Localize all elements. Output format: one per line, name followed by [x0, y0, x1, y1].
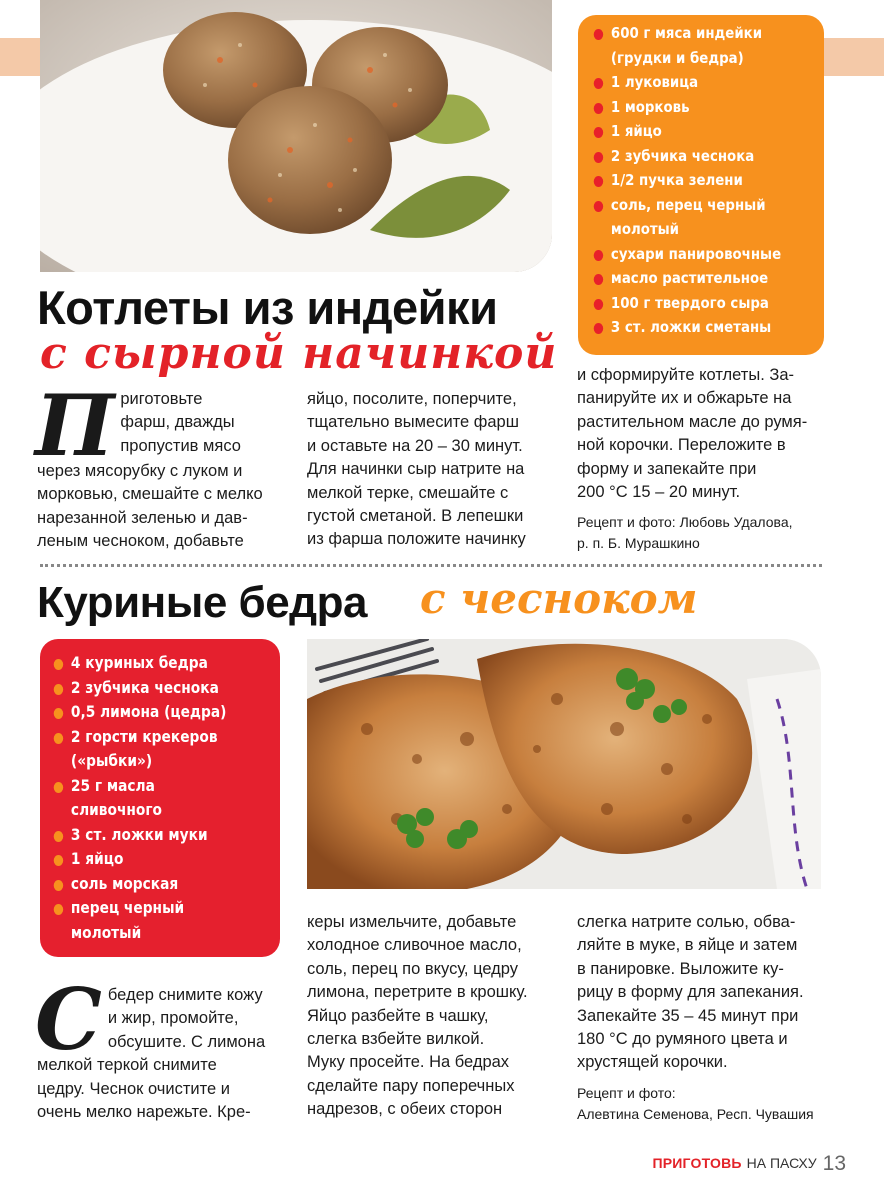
text-line: Запекайте 35 – 45 минут при [577, 1006, 799, 1025]
magazine-brand: ПРИГОТОВЬ [652, 1155, 742, 1171]
recipe2-title: Куриные бедра [37, 578, 367, 627]
text-line: морковью, смешайте с мелко [37, 485, 263, 504]
text-line: густой сметаной. В лепешки [307, 507, 524, 526]
text-line: мелкой терке, смешайте с [307, 483, 509, 502]
ingredient-item: 0,5 лимона (цедра) [52, 700, 290, 725]
text-line: бедер снимите кожу [107, 986, 263, 1004]
text-line: в панировке. Выложите ку- [577, 959, 784, 978]
drop-cap: С [35, 970, 102, 1069]
text-line: пропустив мясо [120, 436, 241, 455]
ingredient-item: сливочного [70, 800, 163, 819]
text-line: фарш, дважды [120, 413, 235, 432]
ingredient-item: («рыбки») [70, 751, 153, 770]
ingredient-item: 4 куриных бедра [52, 651, 290, 676]
text-line: панируйте их и обжарьте на [577, 389, 792, 408]
decor-band-left [0, 38, 40, 76]
ingredient-item: 600 г мяса индейки [592, 21, 832, 46]
ingredient-item: масло растительное [592, 266, 832, 291]
credit-line: Рецепт и фото: [577, 1084, 676, 1101]
ingredient-item: перец черный [52, 896, 290, 921]
credit-line: Алевтина Семенова, Респ. Чувашия [577, 1105, 814, 1122]
ingredient-item: 1 яйцо [52, 847, 290, 872]
recipe1-credit [577, 512, 827, 554]
text-line: рицу в форму для запекания. [577, 983, 804, 1002]
text-line: тщательно вымесите фарш [307, 413, 519, 432]
ingredient-item: 1 яйцо [592, 119, 832, 144]
drop-cap: П [35, 376, 115, 475]
recipe2-text-col3 [577, 911, 837, 1125]
text-line: цедру. Чеснок очистите и [37, 1079, 230, 1098]
text-line: растительном масле до румя- [577, 412, 808, 431]
ingredient-item: молотый [610, 220, 680, 238]
text-line: и оставьте на 20 – 30 минут. [307, 436, 523, 455]
text-line: яйцо, посолите, поперчите, [307, 390, 517, 408]
photo-chicken-thighs [307, 639, 821, 889]
magazine-issue: НА ПАСХУ [746, 1155, 817, 1171]
text-line: очень мелко нарежьте. Кре- [37, 1103, 251, 1122]
text-line: и жир, промойте, [107, 1009, 239, 1028]
text-line: слегка взбейте вилкой. [307, 1030, 485, 1049]
text-line: 180 °С до румяного цвета и [577, 1030, 788, 1049]
credit-line: Рецепт и фото: Любовь Удалова, [577, 514, 793, 531]
ingredients-box-turkey [578, 15, 824, 355]
page-footer [652, 1152, 846, 1176]
recipe1-text-col2 [307, 388, 557, 552]
text-line: холодное сливочное масло, [307, 936, 522, 955]
text-line: Яйцо разбейте в чашку, [307, 1006, 489, 1025]
text-line: Для начинки сыр натрите на [307, 460, 525, 479]
recipe2-credit [577, 1083, 837, 1125]
ingredients-list-turkey [592, 21, 814, 340]
text-line: нарезанной зеленью и дав- [37, 508, 248, 527]
text-line: слегка натрите солью, обва- [577, 913, 796, 931]
text-line: через мясорубку с луком и [37, 462, 243, 480]
recipe1-text-col3 [577, 364, 827, 554]
ingredient-item: молотый [70, 922, 142, 942]
text-line: ляйте в муке, в яйце и затем [577, 936, 798, 955]
ingredient-item: 3 ст. ложки сметаны [592, 315, 832, 340]
text-line: леным чесноком, добавьте [37, 532, 244, 551]
ingredient-item: соль морская [52, 872, 290, 897]
recipe2-subtitle: с чесноком [420, 574, 698, 623]
ingredients-list-chicken [52, 651, 272, 945]
text-line: надрезов, с обеих сторон [307, 1100, 503, 1119]
text-line: сделайте пару поперечных [307, 1076, 515, 1095]
text-line: лимона, перетрите в крошку. [307, 983, 528, 1002]
ingredient-item: 1/2 пучка зелени [592, 168, 832, 193]
ingredient-item: 3 ст. ложки муки [52, 823, 290, 848]
recipe1-subtitle: с сырной начинкой [40, 328, 558, 379]
ingredient-item: (грудки и бедра) [610, 48, 744, 67]
ingredient-item: 25 г масла [52, 774, 290, 799]
ingredient-item: сухари панировочные [592, 242, 832, 267]
text-line: риготовьте [120, 390, 203, 408]
text-line: из фарша положите начинку [307, 530, 526, 549]
ingredient-item: соль, перец черный [592, 193, 832, 218]
credit-line: р. п. Б. Мурашкино [577, 535, 700, 552]
ingredient-item: 1 луковица [592, 70, 832, 95]
text-line: 200 °С 15 – 20 минут. [577, 483, 741, 502]
ingredient-item: 2 горсти крекеров [52, 725, 290, 750]
recipe2-text-col2 [307, 911, 557, 1122]
ingredient-item: 2 зубчика чеснока [592, 144, 832, 169]
text-line: соль, перец по вкусу, цедру [307, 959, 519, 978]
text-line: керы измельчите, добавьте [307, 913, 517, 931]
section-divider [40, 564, 822, 567]
text-line: хрустящей корочки. [577, 1053, 728, 1072]
ingredient-item: 1 морковь [592, 95, 832, 120]
text-line: форму и запекайте при [577, 459, 757, 478]
ingredients-box-chicken [40, 639, 280, 957]
text-line: мелкой теркой снимите [37, 1056, 217, 1075]
text-line: Муку просейте. На бедрах [307, 1053, 510, 1072]
recipe1-title: Котлеты из индейки [37, 281, 498, 334]
recipe2-text-col1 [35, 970, 287, 1124]
photo-turkey-cutlets [40, 0, 552, 272]
ingredient-item: 100 г твердого сыра [592, 291, 832, 316]
text-line: и сформируйте котлеты. За- [577, 366, 795, 384]
recipe1-text-col1 [35, 376, 287, 554]
text-line: ной корочки. Переложите в [577, 436, 786, 455]
page-number: 13 [822, 1152, 846, 1175]
text-line: обсушите. С лимона [107, 1032, 266, 1051]
ingredient-item: 2 зубчика чеснока [52, 676, 290, 701]
